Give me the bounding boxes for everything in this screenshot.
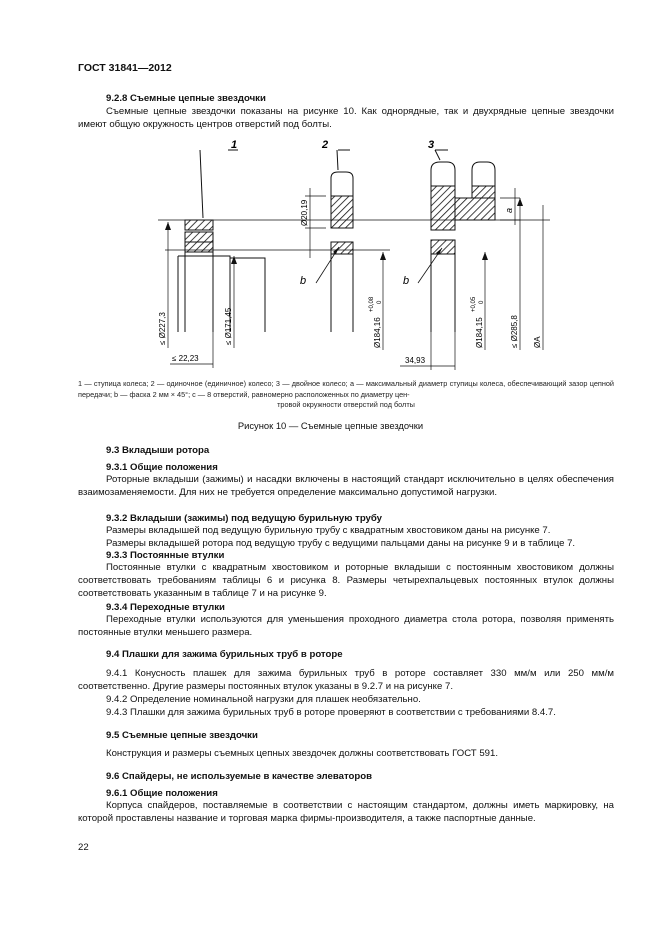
section-9-3-2-title: 9.3.2 Вкладыши (зажимы) под ведущую бурильную трубу	[106, 513, 383, 524]
section-9-3-4-text: Переходные втулки используются для уменьшения проходного диаметра стола ротора, позволяя применять постоянные втулки меньшего размера.	[78, 614, 614, 639]
section-9-5-text: Конструкция и размеры съемных цепных звездочек должны соответствовать ГОСТ 591.	[106, 748, 498, 759]
dim-d2273: ≤ Ø227,3	[158, 312, 167, 345]
dim-w3493: 34,93	[405, 356, 426, 365]
figure-10-drawing	[140, 134, 560, 370]
callout-1: 1	[231, 139, 238, 151]
section-9-3-3-text: Постоянные втулки с квадратным хвостовиком и роторные вкладыши с постоянным хвостовиком должны соответствовать требованиям таблицы 6 и рисунка 8. Размеры четырехпальцевых постоянных втулок должны соответствовать указанным в таблице 7 и на рисунке 9.	[78, 562, 614, 600]
section-9-6-1-title: 9.6.1 Общие положения	[106, 788, 218, 799]
dim-d18416: Ø184,16	[373, 317, 382, 348]
section-9-4-3-text: 9.4.3 Плашки для зажима бурильных труб в роторе проверяют в соответствии с требованиями 8.4.7.	[106, 707, 556, 718]
figure-legend-line1: 1 — ступица колеса; 2 — одиночное (единичное) колесо; 3 — двойное колесо; a — максимальный диаметр ступицы колеса, обеспечивающий зазор цепной передачи; b — фаска 2 мм × 45°; c — 8 отверстий, равномерно расположенных по диаметру цен-	[78, 379, 614, 399]
label-b-double: b	[403, 275, 410, 287]
dim-d2019: Ø20,19	[300, 199, 309, 226]
callout-2: 2	[322, 139, 329, 151]
dim-d18415: Ø184,15	[475, 317, 484, 348]
section-9-3-title: 9.3 Вкладыши ротора	[106, 445, 210, 456]
section-9-5-title: 9.5 Съемные цепные звездочки	[106, 730, 258, 741]
dim-d18415-tol-down: 0	[479, 300, 485, 304]
document-header: ГОСТ 31841—2012	[78, 62, 172, 74]
figure-caption: Рисунок 10 — Съемные цепные звездочки	[237, 420, 424, 431]
dim-d18416-tol-down: 0	[377, 300, 383, 304]
dim-d18416-tol-up: +0,08	[369, 296, 375, 312]
section-9-4-2-text: 9.4.2 Определение номинальной нагрузки для плашек необязательно.	[106, 694, 421, 705]
dim-w2223: ≤ 22,23	[172, 354, 199, 363]
dim-d17145: ≤ Ø171,45	[224, 307, 233, 345]
section-9-4-1-text: 9.4.1 Конусность плашек для зажима бурильных труб в роторе составляет 330 мм/м или 250 мм/м соответственно. Другие размеры постоянных втулок указаны в 9.2.7 и на рисунке 7.	[78, 668, 614, 693]
dim-dA: ØA	[533, 336, 542, 348]
section-9-3-4-title: 9.3.4 Переходные втулки	[106, 602, 225, 613]
figure-legend-line2: тровой окружности отверстий под болты	[277, 400, 415, 409]
section-9-3-2-text2: Размеры вкладышей ротора под ведущую трубу с ведущими пальцами даны на рисунке 9 и в таблице 7.	[106, 538, 576, 549]
section-9-3-3-title: 9.3.3 Постоянные втулки	[106, 550, 225, 561]
figure-legend	[78, 379, 614, 400]
section-9-2-8-title: 9.2.8 Съемные цепные звездочки	[106, 93, 266, 104]
callout-3: 3	[428, 139, 435, 151]
section-9-3-2-text1: Размеры вкладышей под ведущую бурильную трубу с квадратным хвостовиком даны на рисунке 7.	[106, 525, 551, 536]
page-number: 22	[78, 842, 89, 853]
section-9-4-title: 9.4 Плашки для зажима бурильных труб в роторе	[106, 649, 343, 660]
section-9-6-1-text: Корпуса спайдеров, поставляемые в соответствии с настоящим стандартом, должны иметь маркировку, на которой проставлены название и торговая марка фирмы-производителя, а также паспортные данные.	[78, 800, 614, 825]
dim-d18415-tol-up: +0,05	[471, 296, 477, 312]
section-9-6-title: 9.6 Спайдеры, не используемые в качестве элеваторов	[106, 771, 373, 782]
section-9-3-1-title: 9.3.1 Общие положения	[106, 462, 218, 473]
section-9-2-8-text: Съемные цепные звездочки показаны на рисунке 10. Как однорядные, так и двухрядные цепные звездочки имеют общую окружность центров отверстий под болты.	[78, 106, 614, 131]
dim-d2858: ≤ Ø285,8	[510, 315, 519, 348]
section-9-3-1-text: Роторные вкладыши (зажимы) и насадки включены в настоящий стандарт исключительно в целях обеспечения взаимозаменяемости. Для них не требуется определение максимально допустимой нагрузки.	[78, 474, 614, 499]
label-a: a	[504, 207, 514, 213]
label-b-single: b	[300, 275, 307, 287]
